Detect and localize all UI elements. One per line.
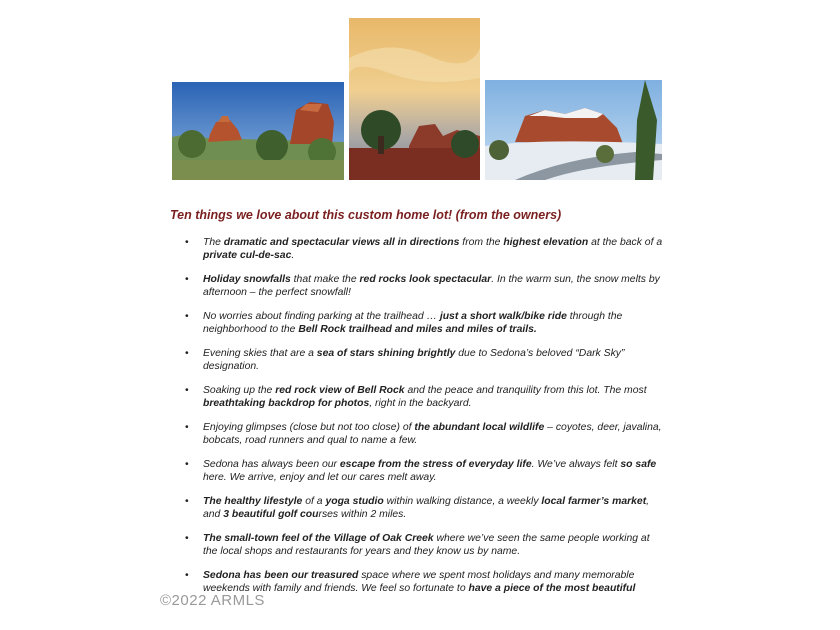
bullet-icon: • xyxy=(185,459,189,470)
bold-text: red rocks look spectacular xyxy=(359,274,492,285)
bullet-icon: • xyxy=(185,422,189,433)
bold-text: escape from the stress of everyday life xyxy=(339,459,532,470)
page-heading: Ten things we love about this custom home lot! (from the owners) xyxy=(170,208,562,222)
bell-rock-photo xyxy=(172,82,344,180)
list-item xyxy=(185,458,665,484)
bold-text: so safe xyxy=(620,459,657,470)
text: . We’ve always felt xyxy=(531,459,621,470)
bullet-icon: • xyxy=(185,533,189,544)
bullet-icon: • xyxy=(185,348,189,359)
bullet-icon: • xyxy=(185,385,189,396)
bold-text: sea of stars shining brightly xyxy=(316,348,456,359)
text: rses within 2 miles. xyxy=(318,509,407,520)
list-item xyxy=(185,273,665,299)
list-item xyxy=(185,310,665,336)
text: through the neighborhood to the xyxy=(203,311,623,335)
text: , right in the backyard. xyxy=(369,398,472,409)
bold-text: The small-town feel of the Village of Oak Creek xyxy=(203,533,434,544)
bold-text: Sedona has been our treasured xyxy=(203,570,359,581)
list-item xyxy=(185,236,665,262)
text: Sedona has always been our xyxy=(203,459,340,470)
bold-text: just a short walk/bike ride xyxy=(439,311,567,322)
sunset-tree-photo xyxy=(349,18,480,180)
text: The xyxy=(203,237,224,248)
list-item xyxy=(185,532,665,558)
text: – coyotes, deer, javalina, bobcats, road runners and qual to name a few. xyxy=(203,422,662,446)
text: Soaking up the xyxy=(203,385,276,396)
bold-text: Holiday snowfalls xyxy=(203,274,291,285)
text: here. We arrive, enjoy and let our cares melt away. xyxy=(203,472,437,483)
bold-text: breathtaking backdrop for photos xyxy=(203,398,370,409)
text: within walking distance, a weekly xyxy=(383,496,542,507)
text: No worries about finding parking at the trailhead … xyxy=(203,311,440,322)
mls-watermark: ©2022 ARMLS xyxy=(160,592,265,609)
list-item xyxy=(185,495,665,521)
list-item xyxy=(185,347,665,373)
text: . xyxy=(291,250,295,261)
text: due to Sedona’s beloved “Dark Sky” designation. xyxy=(203,348,625,372)
list-item xyxy=(185,421,665,447)
text: space where we spent most holidays and many memorable weekends with family and friends. We feel so fortunate to xyxy=(203,570,635,594)
bold-text: yoga studio xyxy=(325,496,384,507)
text: of a xyxy=(302,496,326,507)
snow-red-rock-photo xyxy=(485,80,662,180)
text: , and xyxy=(203,496,650,520)
bullet-icon: • xyxy=(185,496,189,507)
text: from the xyxy=(459,237,504,248)
bold-text: the abundant local wildlife xyxy=(414,422,545,433)
bold-text: highest elevation xyxy=(503,237,589,248)
bold-text: dramatic and spectacular views all in directions xyxy=(223,237,460,248)
bold-text: Bell Rock trailhead and miles and miles of trails. xyxy=(298,324,537,335)
ten-things-list xyxy=(185,236,665,597)
bullet-icon: • xyxy=(185,311,189,322)
text: where we’ve seen the same people working at the local shops and restaurants for years and they know us by name. xyxy=(203,533,650,557)
text: . In the warm sun, the snow melts by afternoon – the perfect snowfall! xyxy=(203,274,660,298)
bold-text: private cul-de-sac xyxy=(203,250,292,261)
bold-text: 3 beautiful golf cou xyxy=(223,509,319,520)
bullet-icon: • xyxy=(185,274,189,285)
text: that make the xyxy=(290,274,360,285)
bullet-icon: • xyxy=(185,570,189,581)
bullet-icon: • xyxy=(185,237,189,248)
bold-text: have a piece of the most beautiful xyxy=(468,583,636,594)
text: Enjoying glimpses (close but not too close) of xyxy=(203,422,415,433)
bold-text: local farmer’s market xyxy=(541,496,647,507)
bold-text: red rock view of Bell Rock xyxy=(275,385,405,396)
text: at the back of a xyxy=(588,237,663,248)
text: Evening skies that are a xyxy=(203,348,317,359)
text: and the peace and tranquility from this lot. The most xyxy=(404,385,647,396)
bold-text: The healthy lifestyle xyxy=(203,496,303,507)
list-item xyxy=(185,384,665,410)
